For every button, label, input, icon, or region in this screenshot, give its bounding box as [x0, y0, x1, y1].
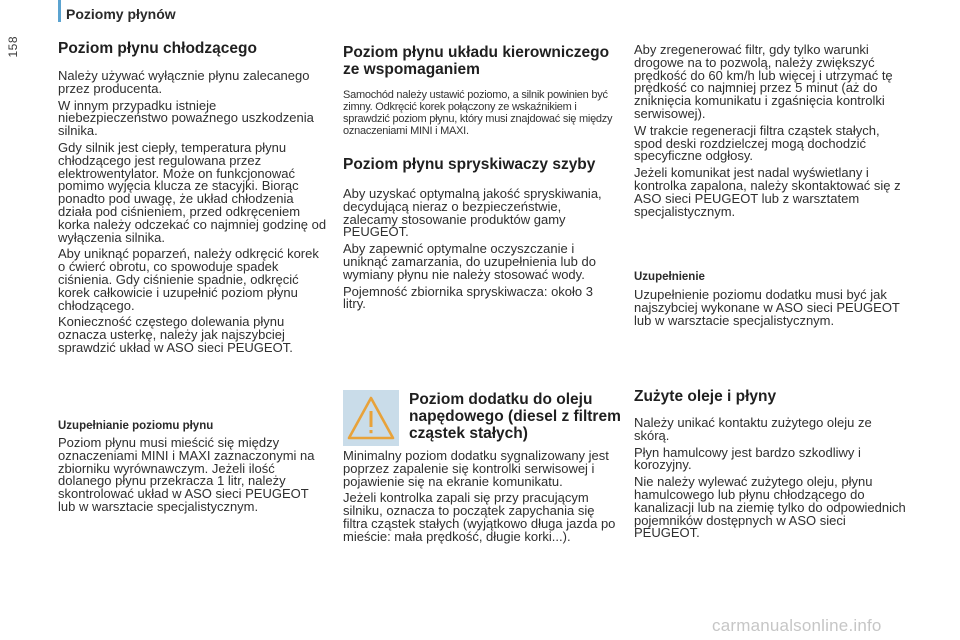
washer-title: Poziom płynu spryskiwaczy szyby	[343, 156, 596, 173]
steering-title: Poziom płynu układu kierowniczego ze wspomaganiem	[343, 44, 610, 78]
coolant-title: Poziom płynu chłodzącego	[58, 40, 257, 57]
column-middle	[343, 44, 618, 315]
filter-paragraph: Jeżeli komunikat jest nadal wyświetlany i kontrolka zapalona, należy skontaktować się z ASO sieci PEUGEOT lub z warsztatem specjalistycznym.	[634, 165, 901, 219]
coolant-paragraph: W innym przypadku istnieje niebezpieczeństwo poważnego uszkodzenia silnika.	[58, 97, 314, 139]
coolant-paragraph: Konieczność częstego dolewania płynu oznacza usterkę, należy jak najszybciej sprawdzić układ w ASO sieci PEUGEOT.	[58, 314, 293, 355]
additive-topup-text: Uzupełnienie poziomu dodatku musi być jak najszybciej wykonane w ASO sieci PEUGEOT lub w warsztacie specjalistycznym.	[634, 287, 900, 328]
coolant-paragraph: Aby uniknąć poparzeń, należy odkręcić korek o ćwierć obrotu, co spowoduje spadek ciśnienia. Gdy ciśnienie spadnie, odkręcić korek całkowicie i uzupełnić poziom płynu chłodzącego.	[58, 246, 319, 313]
used-oils-paragraph: Należy unikać kontaktu zużytego oleju ze skórą.	[634, 415, 872, 443]
used-oils-title: Zużyte oleje i płyny	[634, 388, 777, 405]
watermark-text: carmanualsonline.info	[712, 616, 882, 635]
coolant-paragraph: Należy używać wyłącznie płynu zalecanego przez producenta.	[58, 68, 310, 96]
column-right	[634, 42, 909, 541]
washer-paragraph: Pojemność zbiornika spryskiwacza: około 3 litry.	[343, 283, 593, 312]
coolant-topup-title: Uzupełnianie poziomu płynu	[58, 420, 214, 432]
filter-paragraph: Aby zregenerować filtr, gdy tylko warunki drogowe na to pozwolą, należy zwiększyć prędkość do 60 km/h lub więcej i utrzymać tę prędkość co najmniej przez 5 minut (aż do zniknięcia komunikatu i zgaśnięcia kontrolki serwisowej).	[634, 42, 893, 121]
additive-topup-section	[634, 270, 909, 331]
additive-title: Poziom dodatku do oleju napędowego (diesel z filtrem cząstek stałych)	[409, 391, 621, 442]
warning-triangle-icon	[343, 390, 399, 446]
steering-text: Samochód należy ustawić poziomo, a silnik powinien być zimny. Odkręcić korek połączony ze wskaźnikiem i sprawdzić poziom płynu, który musi znajdować się między oznaczeniami MINI i MAXI.	[343, 89, 613, 137]
page-number: 158	[6, 36, 20, 58]
used-oils-paragraph: Płyn hamulcowy jest bardzo szkodliwy i korozyjny.	[634, 444, 861, 473]
washer-paragraph: Aby zapewnić optymalne oczyszczanie i uniknąć zamarzania, do uzupełnienia lub do wymiany płynu nie należy stosować wody.	[343, 241, 596, 282]
warning-triangle-graphic	[343, 390, 399, 446]
washer-paragraph: Aby uzyskać optymalną jakość spryskiwania, decydującą nieraz o bezpieczeństwie, zalecamy stosowanie produktów gamy PEUGEOT.	[343, 186, 602, 240]
used-oils-section	[634, 388, 909, 544]
section-header-title: Poziomy płynów	[66, 6, 176, 22]
column-left	[58, 40, 328, 514]
additive-paragraph: Minimalny poziom dodatku sygnalizowany jest poprzez zapalenie się kontrolki serwisowej i pojawienie się na ekranie komunikatu.	[343, 448, 609, 489]
header-accent-bar	[58, 0, 61, 22]
coolant-topup-section	[58, 419, 328, 518]
coolant-topup-text: Poziom płynu musi mieścić się między oznaczeniami MINI i MAXI zaznaczonymi na zbiorniku wyrównawczym. Jeżeli ilość dolanego płynu przekracza 1 litr, należy skontrolować układ w ASO sieci PEUGEOT lub w warsztacie specjalistycznym.	[58, 435, 315, 514]
filter-paragraph: W trakcie regeneracji filtra cząstek stałych, spod deski rozdzielczej mogą dochodzić specyficzne odgłosy.	[634, 122, 880, 164]
coolant-paragraph: Gdy silnik jest ciepły, temperatura płynu chłodzącego jest regulowana przez elektrowentylator. Może on funkcjonować pomimo wyjęcia klucza ze stacyjki. Biorąc ponadto pod uwagę, że układ chłodzenia działa pod ciśnieniem, przed odkręceniem korka należy odczekać co najmniej godzinę od wyłączenia silnika.	[58, 139, 327, 245]
additive-paragraph: Jeżeli kontrolka zapali się przy pracującym silniku, oznacza to początek zapychania się filtra cząstek stałych (wyjątkowo długa jazda po mieście: mała prędkość, długie korki...).	[343, 490, 616, 544]
used-oils-paragraph: Nie należy wylewać zużytego oleju, płynu hamulcowego lub płynu chłodzącego do kanalizacji lub na ziemię tylko do odpowiednich pojemników dostępnych w ASO sieci PEUGEOT.	[634, 474, 906, 541]
additive-topup-title: Uzupełnienie	[634, 271, 705, 283]
additive-body	[343, 450, 618, 548]
